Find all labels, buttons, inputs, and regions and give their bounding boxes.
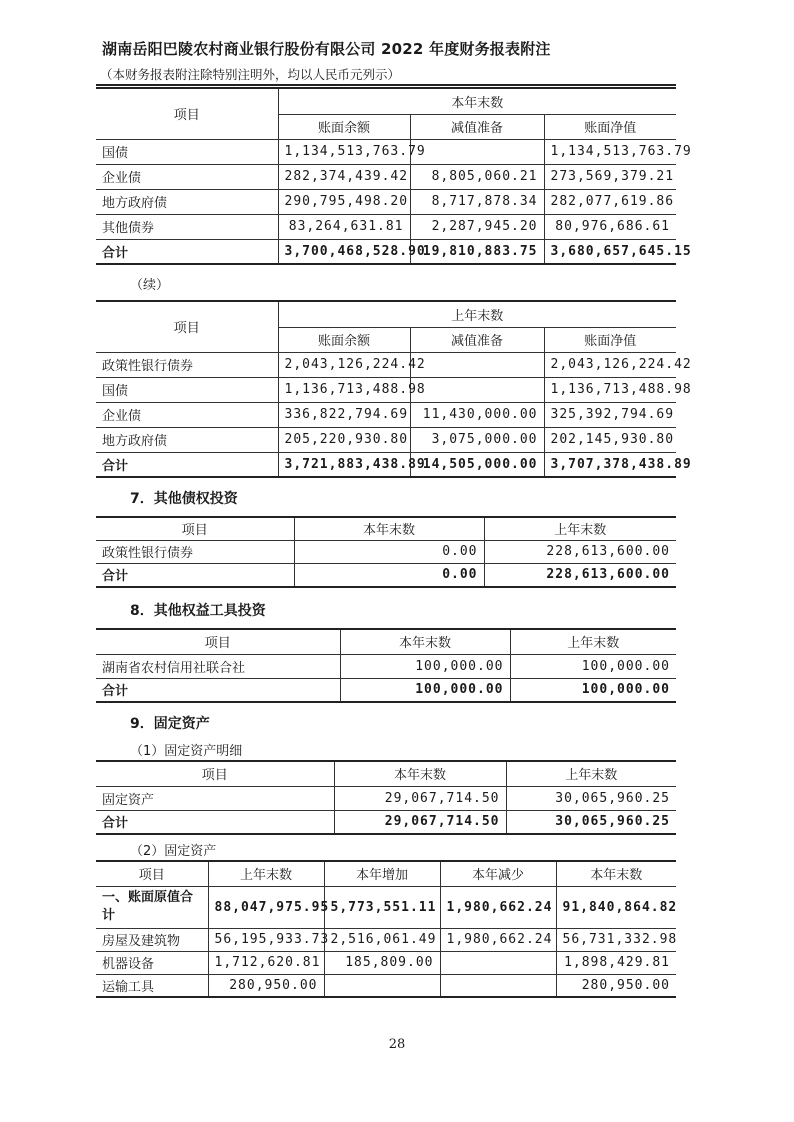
table-fixed-assets-movement-grid: [96, 860, 676, 998]
cell-value: 5,773,551.11: [324, 886, 440, 928]
table-row: [96, 654, 676, 678]
col-header: 账面净值: [544, 327, 676, 352]
total-value: 14,505,000.00: [410, 452, 544, 477]
cell-value: 100,000.00: [340, 654, 510, 678]
total-row: [96, 563, 676, 587]
cell-value: 29,067,714.50: [334, 786, 506, 810]
section-9-1-title: （1）固定资产明细: [130, 744, 243, 759]
col-header: 账面余额: [278, 327, 410, 352]
table-row: [96, 352, 676, 377]
cell-value: 8,805,060.21: [410, 164, 544, 189]
header-note: （本财务报表附注除特别注明外，均以人民币元列示）: [100, 67, 401, 82]
row-label: 企业债: [96, 402, 278, 427]
col-header: 项目: [96, 517, 294, 540]
row-label: 企业债: [96, 164, 278, 189]
row-label: 其他债券: [96, 214, 278, 239]
cell-value: 1,898,429.81: [556, 951, 676, 974]
cell-value: [440, 974, 556, 997]
cell-value: 88,047,975.95: [208, 886, 324, 928]
cell-value: 1,136,713,488.98: [544, 377, 676, 402]
cell-value: 1,136,713,488.98: [278, 377, 410, 402]
group-header: 上年末数: [278, 301, 676, 327]
table-current-year-bonds: [96, 87, 692, 265]
row-label: 国债: [96, 139, 278, 164]
header-rule: [96, 84, 676, 86]
total-row: [96, 452, 676, 477]
cell-value: 1,980,662.24: [440, 928, 556, 951]
table-other-equity-investments: [96, 628, 676, 703]
col-header: 本年增加: [324, 861, 440, 886]
cell-value: 2,043,126,224.42: [544, 352, 676, 377]
table-row: [96, 928, 676, 951]
cell-value: 1,134,513,763.79: [544, 139, 676, 164]
group-header: 本年末数: [278, 88, 676, 114]
section-9-title: 9．固定资产: [130, 716, 210, 732]
cell-value: 282,374,439.42: [278, 164, 410, 189]
col-header: 减值准备: [410, 327, 544, 352]
table-row: [96, 974, 676, 997]
cell-value: 336,822,794.69: [278, 402, 410, 427]
cell-value: 205,220,930.80: [278, 427, 410, 452]
table-row: [96, 164, 676, 189]
cell-value: 2,287,945.20: [410, 214, 544, 239]
col-header: 本年末数: [340, 629, 510, 654]
total-value: 100,000.00: [510, 678, 676, 702]
cell-value: 100,000.00: [510, 654, 676, 678]
total-value: 3,707,378,438.89: [544, 452, 676, 477]
cell-value: 30,065,960.25: [506, 786, 676, 810]
cell-value: [410, 139, 544, 164]
cell-value: 280,950.00: [556, 974, 676, 997]
total-value: 30,065,960.25: [506, 810, 676, 834]
cell-value: 1,980,662.24: [440, 886, 556, 928]
total-value: 3,721,883,438.89: [278, 452, 410, 477]
item-header: 项目: [96, 301, 278, 352]
table-row: [96, 139, 676, 164]
cell-value: 280,950.00: [208, 974, 324, 997]
table-row: [96, 189, 676, 214]
section-8-title: 8．其他权益工具投资: [130, 603, 266, 619]
row-label: 地方政府债: [96, 189, 278, 214]
cell-value: 83,264,631.81: [278, 214, 410, 239]
col-header: 本年末数: [556, 861, 676, 886]
cell-value: 8,717,878.34: [410, 189, 544, 214]
total-value: 100,000.00: [340, 678, 510, 702]
item-header: 项目: [96, 88, 278, 139]
col-header: 上年末数: [510, 629, 676, 654]
col-header: 上年末数: [484, 517, 676, 540]
cell-value: 11,430,000.00: [410, 402, 544, 427]
cell-value: 1,134,513,763.79: [278, 139, 410, 164]
col-header: 本年末数: [334, 761, 506, 786]
cell-value: 1,712,620.81: [208, 951, 324, 974]
table-row: [96, 377, 676, 402]
cell-value: 3,075,000.00: [410, 427, 544, 452]
cell-value: 0.00: [294, 540, 484, 563]
page-number: 28: [388, 1037, 406, 1052]
total-value: 3,680,657,645.15: [544, 239, 676, 264]
total-label: 合计: [96, 810, 334, 834]
col-header: 减值准备: [410, 114, 544, 139]
table-row: [96, 402, 676, 427]
cell-value: [410, 377, 544, 402]
cell-value: 282,077,619.86: [544, 189, 676, 214]
cell-value: [440, 951, 556, 974]
total-label: 合计: [96, 239, 278, 264]
total-label: 合计: [96, 678, 340, 702]
row-label: 一、账面原值合计: [96, 886, 208, 928]
table-row: [96, 427, 676, 452]
cell-value: [410, 352, 544, 377]
table-row: [96, 540, 676, 563]
section-9-2-title: （2）固定资产: [130, 844, 217, 859]
col-header: 账面净值: [544, 114, 676, 139]
original-value-row: [96, 886, 676, 928]
row-label: 国债: [96, 377, 278, 402]
col-header: 项目: [96, 629, 340, 654]
total-row: [96, 678, 676, 702]
row-label: 政策性银行债券: [96, 352, 278, 377]
cell-value: 80,976,686.61: [544, 214, 676, 239]
cell-value: 185,809.00: [324, 951, 440, 974]
total-label: 合计: [96, 563, 294, 587]
table-row: [96, 786, 676, 810]
col-header: 本年末数: [294, 517, 484, 540]
cell-value: 2,043,126,224.42: [278, 352, 410, 377]
col-header: 账面余额: [278, 114, 410, 139]
col-header: 项目: [96, 861, 208, 886]
row-label: 政策性银行债券: [96, 540, 294, 563]
total-value: 0.00: [294, 563, 484, 587]
cell-value: 228,613,600.00: [484, 540, 676, 563]
col-header: 上年末数: [208, 861, 324, 886]
table-other-debt-investments: [96, 516, 676, 588]
table-row: [96, 214, 676, 239]
cell-value: 290,795,498.20: [278, 189, 410, 214]
cell-value: 2,516,061.49: [324, 928, 440, 951]
continued-label: （续）: [130, 278, 170, 293]
row-label: 湖南省农村信用社联合社: [96, 654, 340, 678]
total-value: 228,613,600.00: [484, 563, 676, 587]
total-label: 合计: [96, 452, 278, 477]
cell-value: 202,145,930.80: [544, 427, 676, 452]
cell-value: 325,392,794.69: [544, 402, 676, 427]
row-label: 地方政府债: [96, 427, 278, 452]
row-label: 运输工具: [96, 974, 208, 997]
cell-value: [324, 974, 440, 997]
cell-value: 56,731,332.98: [556, 928, 676, 951]
table-row: [96, 951, 676, 974]
total-row: [96, 239, 676, 264]
total-value: 19,810,883.75: [410, 239, 544, 264]
cell-value: 91,840,864.82: [556, 886, 676, 928]
cell-value: 273,569,379.21: [544, 164, 676, 189]
table-fixed-assets-detail: [96, 760, 676, 835]
col-header: 上年末数: [506, 761, 676, 786]
total-value: 29,067,714.50: [334, 810, 506, 834]
row-label: 机器设备: [96, 951, 208, 974]
cell-value: 56,195,933.73: [208, 928, 324, 951]
row-label: 房屋及建筑物: [96, 928, 208, 951]
row-label: 固定资产: [96, 786, 334, 810]
total-row: [96, 810, 676, 834]
table-prior-year-bonds: [96, 300, 692, 478]
col-header: 项目: [96, 761, 334, 786]
col-header: 本年减少: [440, 861, 556, 886]
header-title: 湖南岳阳巴陵农村商业银行股份有限公司 2022 年度财务报表附注: [102, 40, 551, 58]
section-7-title: 7．其他债权投资: [130, 491, 238, 507]
total-value: 3,700,468,528.90: [278, 239, 410, 264]
